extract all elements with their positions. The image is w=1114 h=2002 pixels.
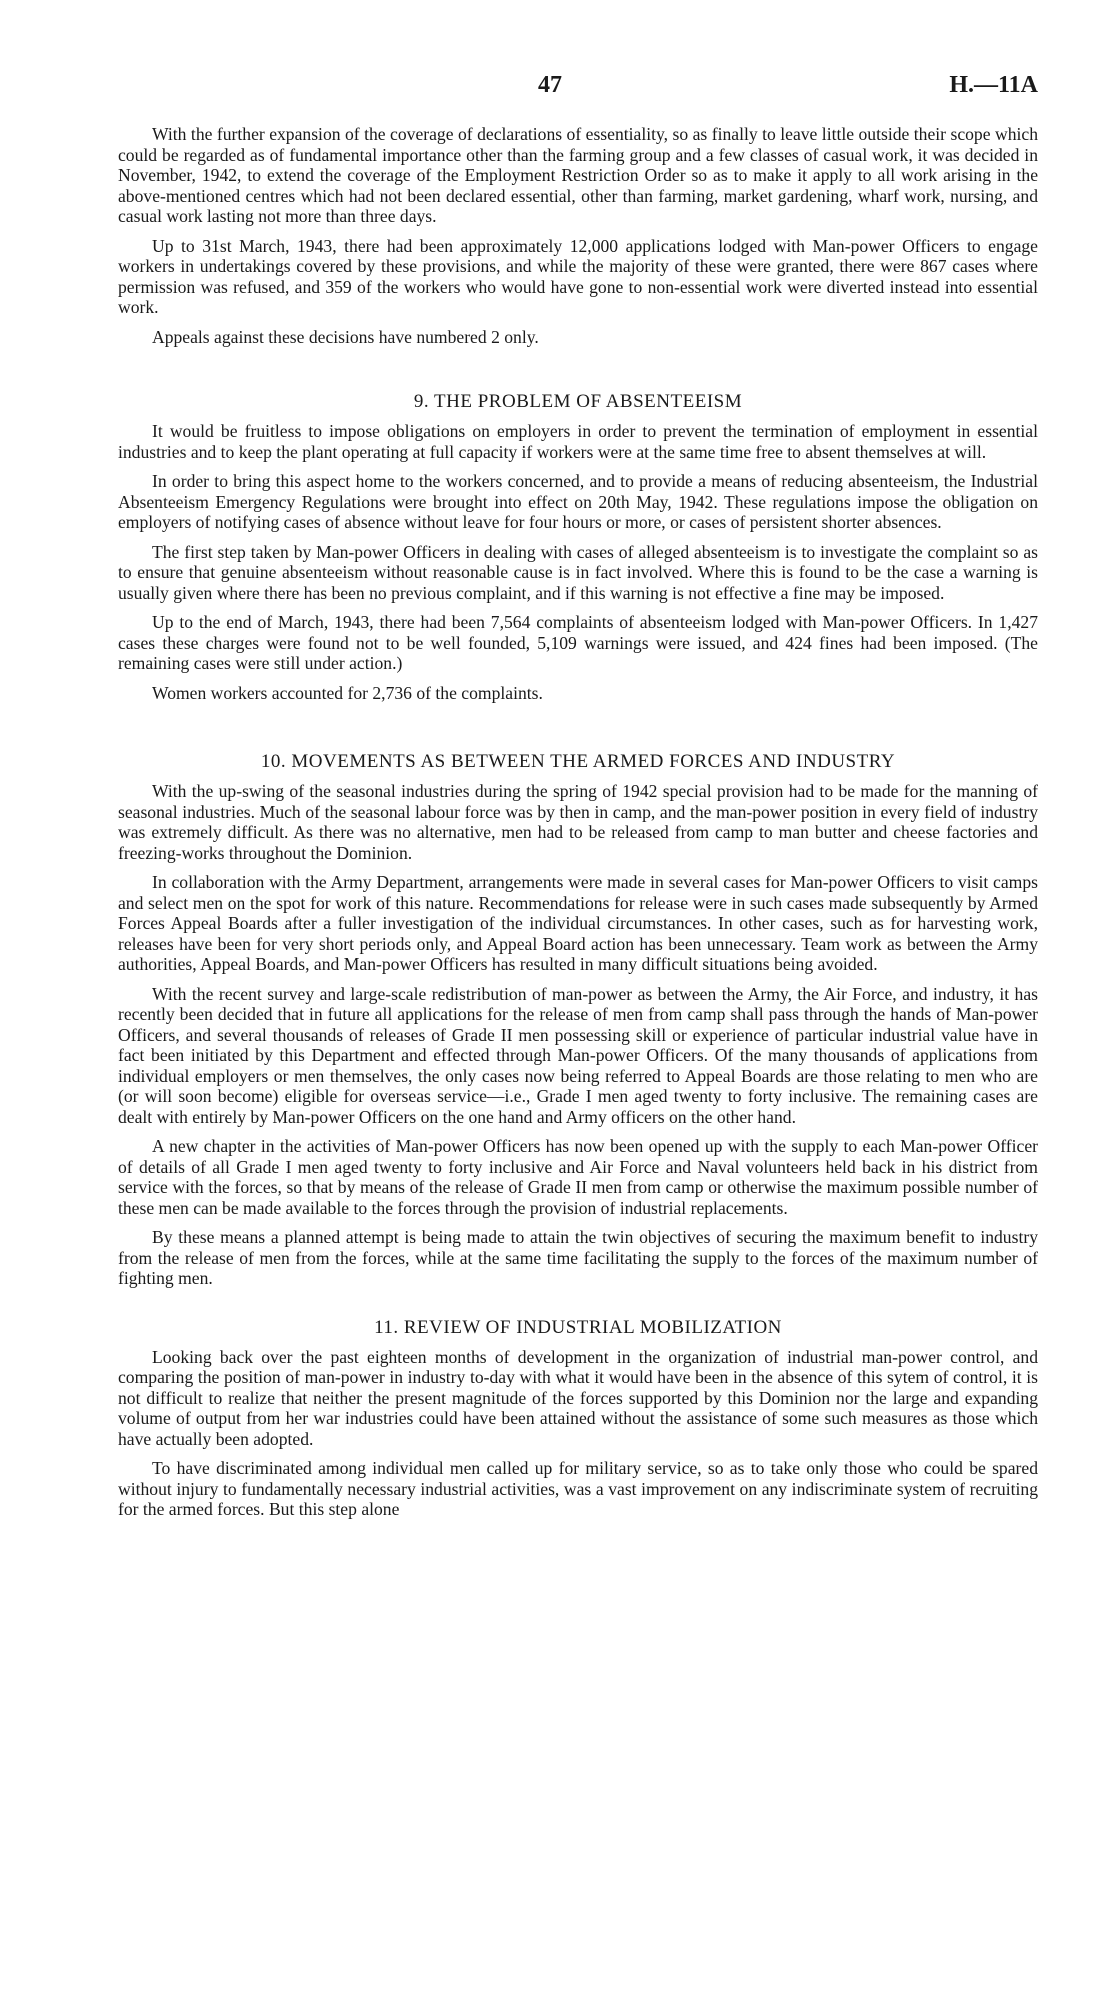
paragraph: With the recent survey and large-scale redistribution of man-power as between the Army, the Air Force, and industry, it has recently been decided that in future all applications for the release of men from camp shall pass through the hands of Man-power Officers, and several thousands of releases of Grade II men possessing skill or experience of particular industrial value have in fact been initiated by this Department and effected through Man-power Officers. Of the many thousands of applications from individual employers or men themselves, the only cases now being referred to Appeal Boards are those relating to men who are (or will soon become) eligible for overseas service—i.e., Grade I men aged twenty to forty inclusive. The remaining cases are dealt with entirely by Man-power Officers on the one hand and Army officers on the other hand. [118,983,1038,1127]
paragraph: To have discriminated among individual men called up for military service, so as to take only those who could be spared without injury to fundamentally necessary industrial activities, was a vast improvement on any indiscriminate system of recruiting for the armed forces. But this step alone [118,1458,1038,1519]
section-industrial-mobilization-review [118,1317,1038,1520]
paragraph: By these means a planned attempt is being made to attain the twin objectives of securing the maximum benefit to industry from the release of men from the forces, while at the same time facilitating the supply to the forces of the maximum number of fighting men. [118,1227,1038,1288]
intro-section [118,124,1038,347]
section-heading: 10. MOVEMENTS AS BETWEEN THE ARMED FORCES AND INDUSTRY [260,751,896,772]
paragraph: In collaboration with the Army Department, arrangements were made in several cases for Man-power Officers to visit camps and select men on the spot for work of this nature. Recommendations for release were in such cases made subsequently by Armed Forces Appeal Boards after a fuller investigation of the individual circumstances. In other cases, such as for harvesting work, releases have been for very short periods only, and Appeal Board action has been unnecessary. Team work as between the Army authorities, Appeal Boards, and Man-power Officers has resulted in many difficult situations being avoided. [118,872,1038,974]
paragraph: Appeals against these decisions have numbered 2 only. [152,326,539,347]
paragraph: In order to bring this aspect home to the workers concerned, and to provide a means of reducing absenteeism, the Industrial Absenteeism Emergency Regulations were brought into effect on 20th May, 1942. These regulations impose the obligation on employers of notifying cases of absence without leave for four hours or more, or cases of persistent shorter absences. [118,471,1038,532]
paragraph: The first step taken by Man-power Officers in dealing with cases of alleged absenteeism is to investigate the complaint so as to ensure that genuine absenteeism without reasonable cause is in fact involved. Where this is found to be the case a warning is usually given where there has been no previous complaint, and if this warning is not effective a fine may be imposed. [118,541,1038,603]
document-reference: H.—11A [949,72,1038,98]
paragraph: Women workers accounted for 2,736 of the complaints. [152,682,543,703]
paragraph: With the up-swing of the seasonal industries during the spring of 1942 special provision had to be made for the manning of seasonal industries. Much of the seasonal labour force was by then in camp, and the man-power position in every field of industry was extremely difficult. As there was no alternative, men had to be released from camp to man butter and cheese factories and freezing-works throughout the Dominion. [118,781,1038,863]
paragraph: With the further expansion of the coverage of declarations of essentiality, so as finally to leave little outside their scope which could be regarded as of fundamental importance other than the farming group and a few classes of casual work, it was decided in November, 1942, to extend the coverage of the Employment Restriction Order so as to make it apply to all work arising in the above-mentioned centres which had not been declared essential, other than farming, market gardening, wharf work, nursing, and casual work lasting not more than three days. [118,124,1038,226]
paragraph: Up to the end of March, 1943, there had been 7,564 complaints of absenteeism lodged with Man-power Officers. In 1,427 cases these charges were found not to be well founded, 5,109 warnings were issued, and 424 fines had been imposed. (The remaining cases were still under action.) [118,612,1038,673]
section-heading: 9. THE PROBLEM OF ABSENTEEISM [413,391,743,412]
paragraph: A new chapter in the activities of Man-power Officers has now been opened up with the supply to each Man-power Officer of details of all Grade I men aged twenty to forty inclusive and Air Force and Naval volunteers held back in his district from service with the forces, so that by means of the release of Grade II men from camp or otherwise the maximum possible number of these men can be made available to the forces through the provision of industrial replacements. [118,1136,1038,1218]
section-armed-forces-movements [118,751,1038,1289]
page-header [118,72,1038,124]
section-heading: 11. REVIEW OF INDUSTRIAL MOBILIZATION [374,1316,782,1338]
section-absenteeism [118,391,1038,703]
paragraph: Looking back over the past eighteen months of development in the organization of industrial man-power control, and comparing the position of man-power in industry to-day with what it would have been in the absence of this sytem of control, it is not difficult to realize that neither the present magnitude of the forces supported by this Dominion nor the large and expanding volume of output from her war industries could have been attained without the assistance of some such measures as those which have actually been adopted. [118,1346,1038,1449]
page-number: 47 [538,72,562,98]
paragraph: Up to 31st March, 1943, there had been approximately 12,000 applications lodged with Man-power Officers to engage workers in undertakings covered by these provisions, and while the majority of these were granted, there were 867 cases where permission was refused, and 359 of the workers who would have gone to non-essential work were diverted instead into essential work. [118,235,1038,317]
paragraph: It would be fruitless to impose obligations on employers in order to prevent the termination of employment in essential industries and to keep the plant operating at full capacity if workers were at the same time free to absent themselves at will. [118,421,1038,462]
